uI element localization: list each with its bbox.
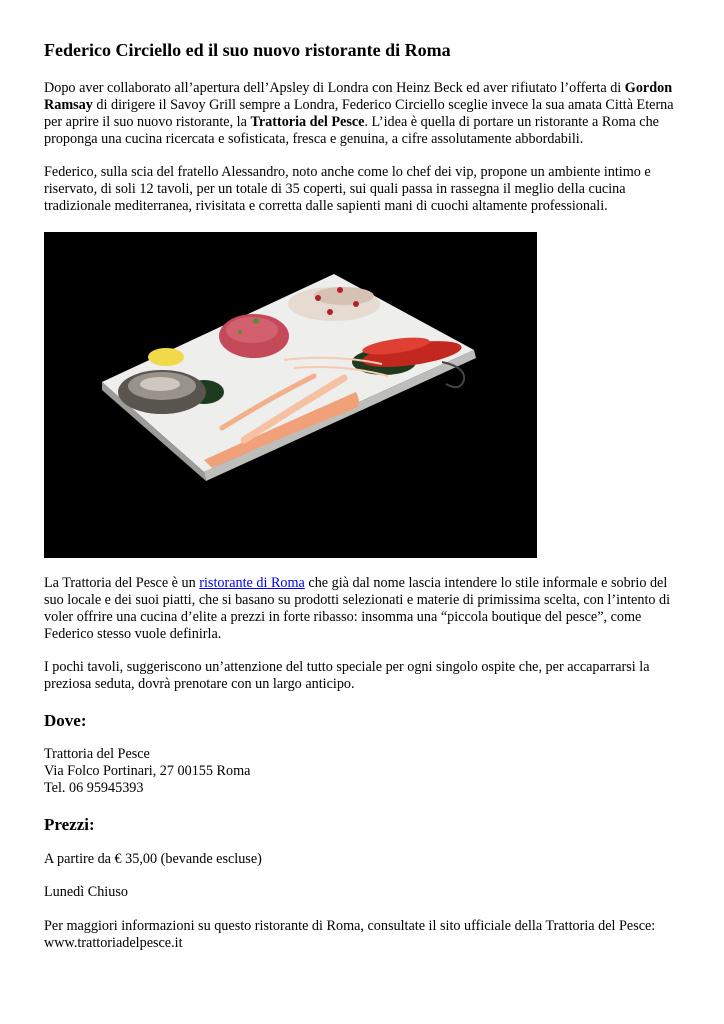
description-paragraph [44,575,680,643]
booking-paragraph: I pochi tavoli, suggeriscono un’attenzione del tutto speciale per ogni singolo ospite che, per accaparrarsi la preziosa seduta, dovrà prenotare con un largo anticipo. [44,659,650,692]
more-info-paragraph: Per maggiori informazioni su questo ristorante di Roma, consultate il sito ufficiale della Trattoria del Pesce: www.trattoriadelpesce.it [44,918,656,951]
dove-heading: Dove: [44,711,87,730]
intro-text-1: Dopo aver collaborato all’apertura dell’Apsley di Londra con Heinz Beck ed aver rifiutato l’offerta di [44,80,625,96]
address-block [44,746,250,797]
closing-day-text: Lunedì Chiuso [44,884,128,900]
ristorante-roma-link[interactable]: ristorante di Roma [199,575,305,591]
description-text-1: La Trattoria del Pesce è un [44,575,200,591]
gordon-ramsay-bold: Gordon Ramsay [44,80,673,113]
trattoria-bold: Trattoria del Pesce [250,114,365,130]
prezzi-heading: Prezzi: [44,815,95,834]
restaurant-phone: Tel. 06 95945393 [44,780,144,796]
description-text-2: che già dal nome lascia intendere lo stile informale e sobrio del suo locale e dei suoi piatti, che si basano su prodotti selezionati e materie di primissima scelta, con l’intento di voler offrire una cucina d’elite a prezzi in forte ribasso: insomma una “piccola boutique del pesce”, come Federico stesso vuole definirla. [44,575,671,642]
intro-text-2: di dirigere il Savoy Grill sempre a Londra, Federico Circiello sceglie invece la sua amata Città Eterna per aprire il suo nuovo ristorante, la [44,97,674,130]
intro-paragraph [44,80,680,148]
restaurant-name: Trattoria del Pesce [44,746,150,762]
price-text: A partire da € 35,00 (bevande escluse) [44,851,262,867]
seafood-plate-photo [44,232,537,558]
restaurant-address: Via Folco Portinari, 27 00155 Roma [44,763,251,779]
ambience-paragraph: Federico, sulla scia del fratello Alessandro, noto anche come lo chef dei vip, propone un ambiente intimo e riservato, di soli 12 tavoli, per un totale di 35 coperti, sui quali passa in rassegna il meglio della cucina tradizionale mediterranea, rivisitata e corretta dalle sapienti mani di cuochi altamente professionali. [44,164,651,214]
seafood-plate-image [44,232,537,558]
intro-text-3: . L’idea è quella di portare un ristorante a Roma che proponga una cucina ricercata e sofisticata, fresca e genuina, a cifre assolutamente abbordabili. [44,114,659,147]
article-title: Federico Circiello ed il suo nuovo ristorante di Roma [44,40,451,60]
